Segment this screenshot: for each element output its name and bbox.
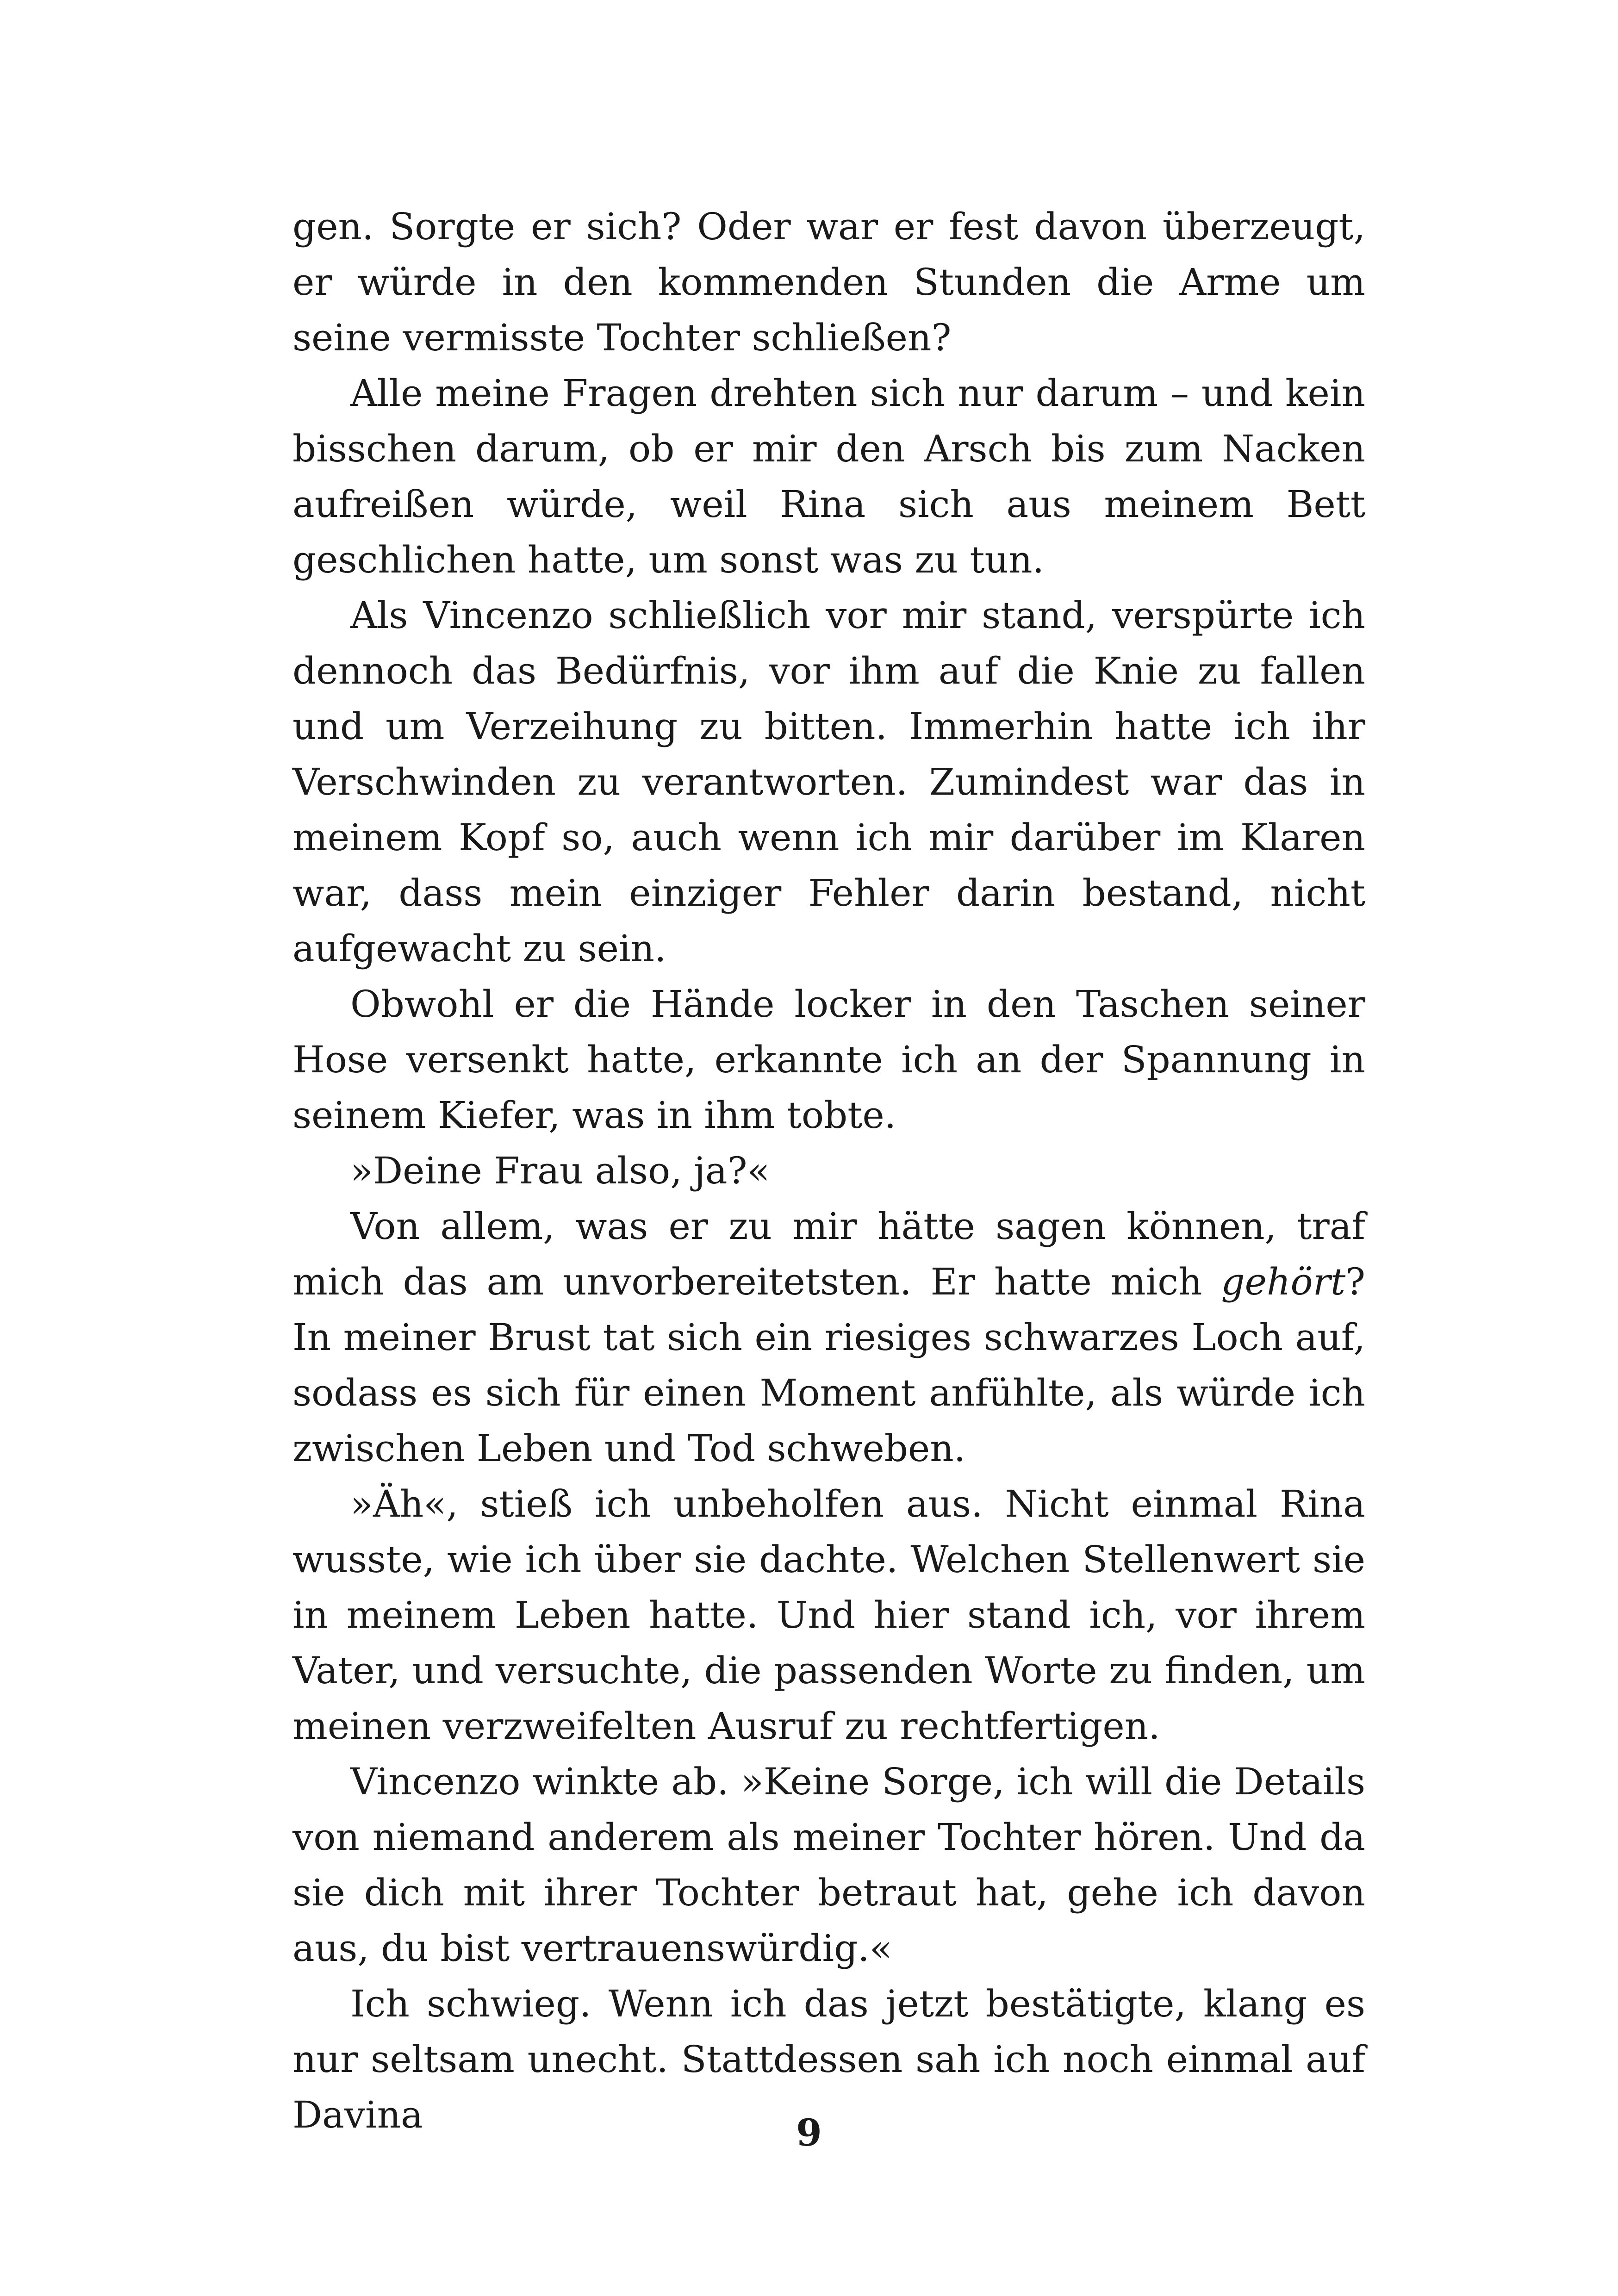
- emphasized-word: gehört: [1221, 1260, 1346, 1303]
- paragraph: »Äh«, stieß ich unbeholfen aus. Nicht einmal Rina wusste, wie ich über sie dachte. Welchen Stellenwert sie in meinem Leben hatte. Und hier stand ich, vor ihrem Vater, und versuchte, die passenden Worte zu finden, um meinen verzweifelten Ausruf zu rechtfertigen.: [292, 1482, 1365, 1748]
- paragraph: Als Vincenzo schließlich vor mir stand, verspürte ich dennoch das Bedürfnis, vor ihm auf die Knie zu fallen und um Verzeihung zu bitten. Immerhin hatte ich ihr Verschwinden zu verantworten. Zumindest war das in meinem Kopf so, auch wenn ich mir darüber im Klaren war, dass mein einziger Fehler darin bestand, nicht aufgewacht zu sein.: [292, 594, 1365, 970]
- paragraph-text: ? In meiner Brust tat sich ein riesiges schwarzes Loch auf, sodass es sich für einen Moment anfühlte, als würde ich zwischen Leben und Tod schweben.: [292, 1260, 1365, 1470]
- page-number: 9: [796, 2111, 822, 2154]
- dialogue-line: »Deine Frau also, ja?«: [350, 1149, 770, 1192]
- paragraph: Obwohl er die Hände locker in den Taschen seiner Hose versenkt hatte, erkannte ich an der Spannung in seinem Kiefer, was in ihm tobte.: [292, 983, 1365, 1137]
- body-text: [292, 199, 1365, 2143]
- paragraph-text: Von allem, was er zu mir hätte sagen können, traf mich das am unvorbereitetsten. Er hatte mich: [292, 1205, 1365, 1303]
- paragraph: [292, 1199, 1365, 1476]
- paragraph: Alle meine Fragen drehten sich nur darum – und kein bisschen darum, ob er mir den Arsch bis zum Nacken aufreißen würde, weil Rina sich aus meinem Bett geschlichen hatte, um sonst was zu tun.: [292, 372, 1365, 581]
- paragraph: Ich schwieg. Wenn ich das jetzt bestätigte, klang es nur seltsam unecht. Stattdessen sah ich noch einmal auf Davina: [292, 1982, 1365, 2136]
- paragraph: Vincenzo winkte ab. »Keine Sorge, ich will die Details von niemand anderem als meiner Tochter hören. Und da sie dich mit ihrer Tochter betraut hat, gehe ich davon aus, du bist vertrauenswürdig.«: [292, 1760, 1365, 1970]
- paragraph-continuation: gen. Sorgte er sich? Oder war er fest davon überzeugt, er würde in den kommenden Stunden die Arme um seine vermisste Tochter schließen?: [292, 205, 1365, 359]
